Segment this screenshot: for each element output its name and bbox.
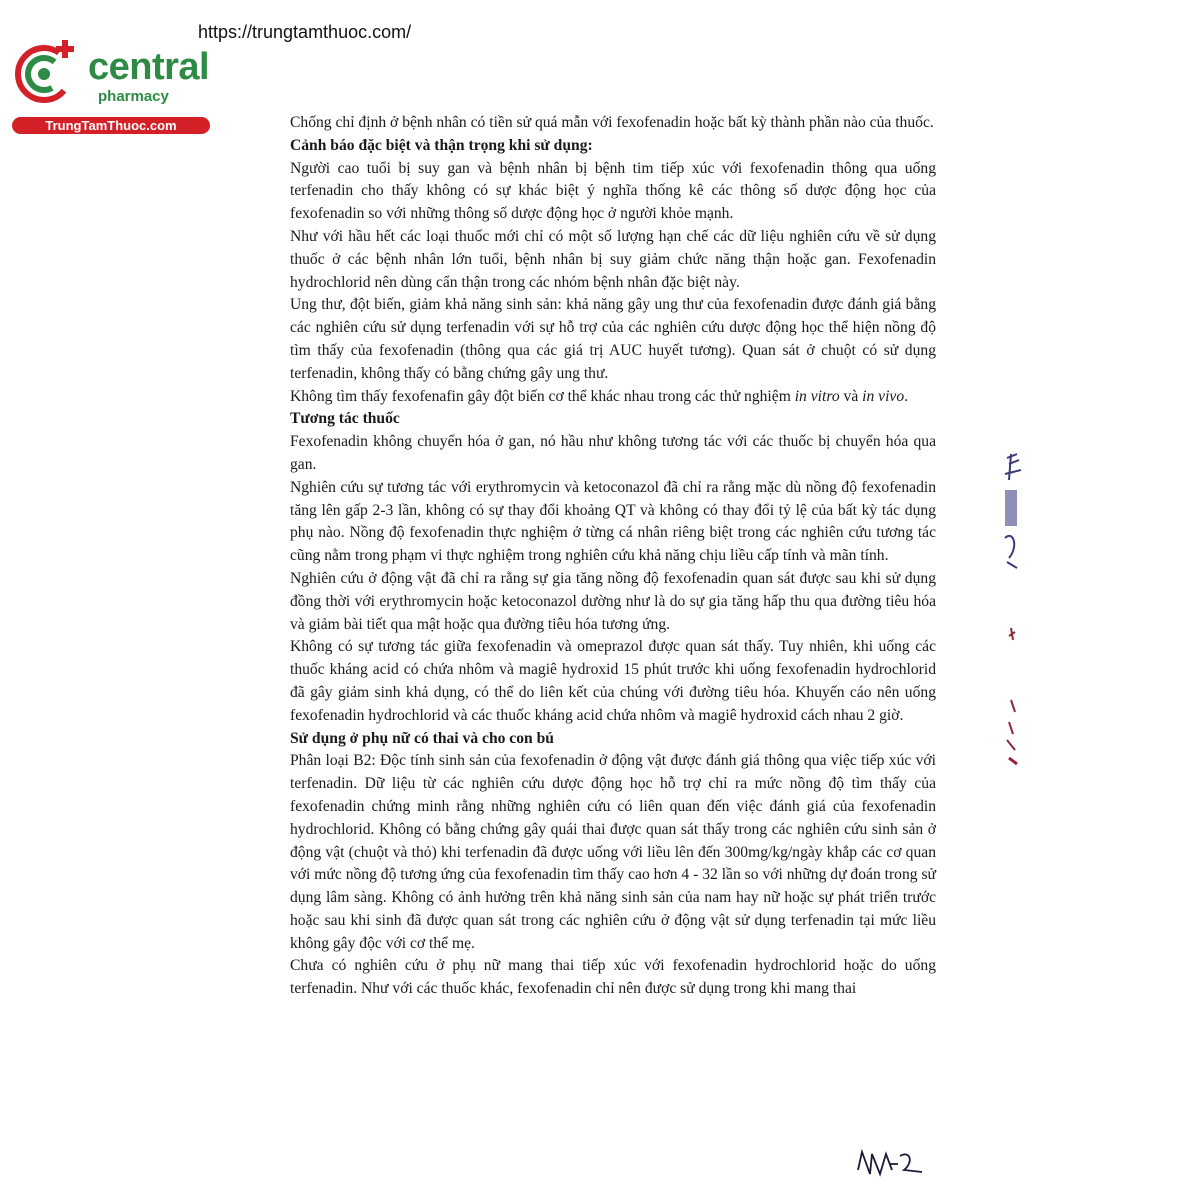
brand-name: central xyxy=(88,46,210,88)
paragraph-antacids: Không có sự tương tác giữa fexofenadin và omeprazol được quan sát thấy. Tuy nhiên, khi uống các thuốc kháng acid có chứa nhôm và magiê hydroxid 15 phút trước khi uống fexofenadin hydrochlorid đã gây giảm sinh khả dụng, có thể do liên kết của chúng với đường tiêu hóa. Khuyến cáo nên uống fexofenadin hydrochlorid và các thuốc kháng acid chứa nhôm và magiê hydroxid cách nhau 2 giờ. xyxy=(290,638,936,724)
heading-pregnancy: Sử dụng ở phụ nữ có thai và cho con bú xyxy=(290,729,554,747)
document-body xyxy=(290,112,936,1001)
paragraph-limited-data: Như với hầu hết các loại thuốc mới chỉ có một số lượng hạn chế các dữ liệu nghiên cứu về sử dụng thuốc ở các bệnh nhân lớn tuổi, bệnh nhân bị suy giảm chức năng thận hoặc gan. Fexofenadin hydrochlorid nên dùng cẩn thận trong các nhóm bệnh nhân đặc biệt này. xyxy=(290,227,936,291)
brand-subtitle: pharmacy xyxy=(98,88,169,105)
margin-stamp-marks xyxy=(995,450,1035,780)
handwritten-signature xyxy=(850,1140,950,1190)
site-badge[interactable]: TrungTamThuoc.com xyxy=(12,117,210,134)
in-vivo-term: in vivo xyxy=(862,387,905,405)
mutagenicity-text: Không tìm thấy fexofenafin gây đột biến cơ thể khác nhau trong các thử nghiệm xyxy=(290,387,795,405)
in-vitro-term: in vitro xyxy=(794,387,840,405)
paragraph-erythromycin-ketoconazole: Nghiên cứu sự tương tác với erythromycin và ketoconazol đã chỉ ra rằng mặc dù nồng độ fexofenadin tăng lên gấp 2-3 lần, không có sự thay đổi khoảng QT và không có thay đổi tỷ lệ của bất kỳ tác dụng phụ nào. Nồng độ fexofenadin thực nghiệm ở từng cá nhân riêng biệt trong các nghiên cứu tương tác cũng nằm trong phạm vi thực nghiệm trong nghiên cứu khả năng chịu liều cấp tính và mãn tính. xyxy=(290,478,936,565)
central-pharmacy-logo xyxy=(10,38,210,138)
period: . xyxy=(904,387,909,405)
heading-warnings: Cảnh báo đặc biệt và thận trọng khi sử dụng: xyxy=(290,136,593,154)
paragraph-carcinogenicity: Ung thư, đột biến, giảm khả năng sinh sản: khả năng gây ung thư của fexofenadin được đánh giá bằng các nghiên cứu sử dụng terfenadin với sự hỗ trợ của các nghiên cứu dược động học thể hiện nồng độ tìm thấy của fexofenadin (thông qua các giá trị AUC huyết tương). Quan sát ở chuột có sử dụng terfenadin, không thấy có bằng chứng gây ung thư. xyxy=(290,296,936,382)
heading-interactions: Tương tác thuốc xyxy=(290,410,400,428)
paragraph-mutagenicity xyxy=(290,386,936,409)
paragraph-contraindication: Chống chỉ định ở bệnh nhân có tiền sử quá mẫn với fexofenadin hoặc bất kỳ thành phần nào của thuốc. xyxy=(290,114,934,131)
paragraph-liver-metabolism: Fexofenadin không chuyển hóa ở gan, nó hầu như không tương tác với các thuốc bị chuyển hóa qua gan. xyxy=(290,433,936,473)
paragraph-pregnant-women: Chưa có nghiên cứu ở phụ nữ mang thai tiếp xúc với fexofenadin hydrochlorid hoặc do uống terfenadin. Như với các thuốc khác, fexofenadin chỉ nên được sử dụng trong khi mang thai xyxy=(290,957,936,998)
pharmacy-cross-logo-icon xyxy=(10,38,90,118)
paragraph-elderly: Người cao tuổi bị suy gan và bệnh nhân bị bệnh tim tiếp xúc với fexofenadin thông qua uống terfenadin cho thấy không có sự khác biệt ý nghĩa thống kê các thông số dược động học của fexofenadin so với những thông số dược động học ở người khỏe mạnh. xyxy=(290,159,936,223)
conjunction: và xyxy=(839,387,863,405)
paragraph-animal-studies: Nghiên cứu ở động vật đã chỉ ra rằng sự gia tăng nồng độ fexofenadin quan sát được sau khi sử dụng đồng thời với erythromycin hoặc ketoconazol dường như là do sự gia tăng hấp thu qua đường tiêu hóa và giảm bài tiết qua mật hoặc qua đường tiêu hóa tương ứng. xyxy=(290,569,936,633)
source-url[interactable]: https://trungtamthuoc.com/ xyxy=(198,22,412,42)
paragraph-category-b2: Phân loại B2: Độc tính sinh sản của fexofenadin ở động vật được đánh giá thông qua việc tiếp xúc với terfenadin. Dữ liệu từ các nghiên cứu dược động học hỗ trợ chỉ ra mức nồng độ tìm thấy của fexofenadin chứng minh rằng những nghiên cứu có liên quan đến việc đánh giá của fexofenadin hydrochlorid. Không có bằng chứng gây quái thai được quan sát thấy trong các nghiên cứu sinh sản ở động vật (chuột và thỏ) khi terfenadin đã được uống với liều lên đến 300mg/kg/ngày khắp các cơ quan với mức nồng độ tương ứng của fexofenadin tìm thấy cao hơn 4 - 32 lần so với những dự đoán trong sử dụng lâm sàng. Không có ảnh hưởng trên khả năng sinh sản của nam hay nữ hoặc sự phát triển trước hoặc sau khi sinh đã được quan sát trong các nghiên cứu ở động vật sử dụng terfenadin tại mức liều không gây độc với cơ thể mẹ. xyxy=(290,752,936,952)
